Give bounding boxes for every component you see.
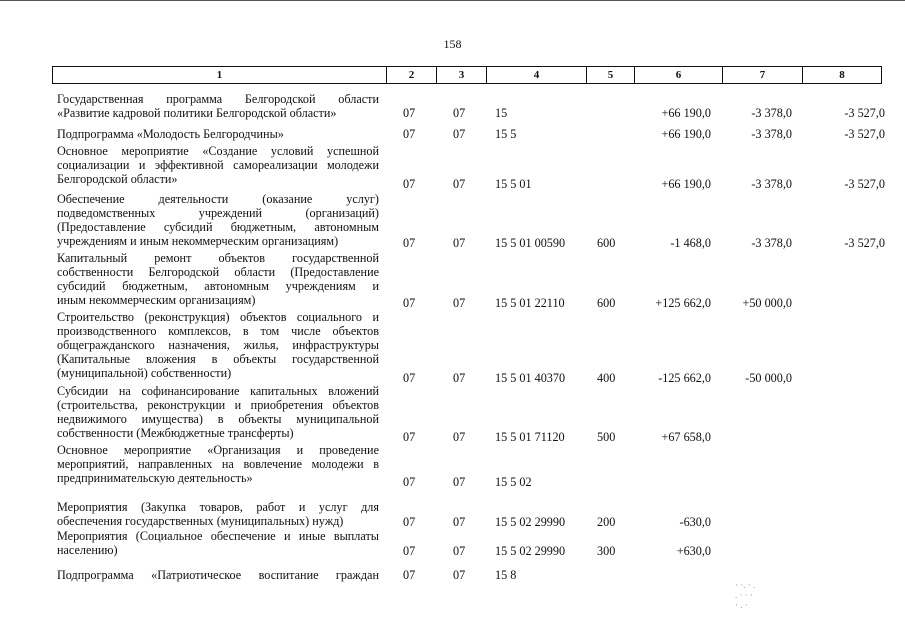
cell-section: 07 <box>403 177 416 191</box>
cell-subsection: 07 <box>453 177 466 191</box>
cell-subsection: 07 <box>453 106 466 120</box>
cell-target-article: 15 8 <box>495 568 517 582</box>
cell-expense-type: 500 <box>597 430 616 444</box>
cell-target-article: 15 5 01 40370 <box>495 371 566 385</box>
cell-target-article: 15 <box>495 106 508 120</box>
cell-target-article: 15 5 01 <box>495 177 532 191</box>
top-border-line <box>0 0 905 1</box>
row-description: Капитальный ремонт объектов государственной собственности Белгородской области (Предоставление субсидий бюджетным, автономным учреждениям и иным некоммерческим организациям) <box>57 251 379 307</box>
cell-expense-type: 400 <box>597 371 616 385</box>
cell-subsection: 07 <box>453 475 466 489</box>
cell-section: 07 <box>403 544 416 558</box>
cell-subsection: 07 <box>453 568 466 582</box>
cell-section: 07 <box>403 106 416 120</box>
cell-subsection: 07 <box>453 430 466 444</box>
cell-amount-2: -3 378,0 <box>751 127 792 141</box>
row-description: Основное мероприятие «Создание условий успешной социализации и эффективной самореализации молодежи Белгородской области» <box>57 144 379 186</box>
header-col-6: 6 <box>634 67 722 83</box>
cell-amount-1: +66 190,0 <box>661 106 711 120</box>
cell-subsection: 07 <box>453 127 466 141</box>
cell-section: 07 <box>403 127 416 141</box>
cell-amount-2: -50 000,0 <box>745 371 792 385</box>
cell-amount-2: -3 378,0 <box>751 236 792 250</box>
cell-subsection: 07 <box>453 236 466 250</box>
cell-amount-3: -3 527,0 <box>844 236 885 250</box>
header-col-5: 5 <box>586 67 634 83</box>
row-description: Подпрограмма «Патриотическое воспитание граждан <box>57 568 379 582</box>
cell-subsection: 07 <box>453 371 466 385</box>
cell-subsection: 07 <box>453 515 466 529</box>
cell-amount-1: -125 662,0 <box>658 371 711 385</box>
cell-amount-3: -3 527,0 <box>844 106 885 120</box>
cell-section: 07 <box>403 371 416 385</box>
cell-expense-type: 600 <box>597 236 616 250</box>
header-col-3: 3 <box>436 67 486 83</box>
cell-subsection: 07 <box>453 544 466 558</box>
cell-amount-1: +67 658,0 <box>661 430 711 444</box>
cell-expense-type: 600 <box>597 296 616 310</box>
cell-expense-type: 200 <box>597 515 616 529</box>
cell-section: 07 <box>403 236 416 250</box>
row-description: Подпрограмма «Молодость Белгородчины» <box>57 127 284 141</box>
cell-target-article: 15 5 02 29990 <box>495 515 566 529</box>
cell-target-article: 15 5 <box>495 127 517 141</box>
cell-amount-2: -3 378,0 <box>751 177 792 191</box>
cell-amount-1: +66 190,0 <box>661 127 711 141</box>
cell-target-article: 15 5 01 22110 <box>495 296 565 310</box>
cell-section: 07 <box>403 515 416 529</box>
row-description: Мероприятия (Закупка товаров, работ и услуг для обеспечения государственных (муниципальных) нужд) <box>57 500 379 528</box>
cell-amount-1: +125 662,0 <box>655 296 711 310</box>
cell-amount-1: -630,0 <box>679 515 711 529</box>
scan-noise-marks: · ·. · . . · · · · . · <box>735 580 756 610</box>
cell-amount-3: -3 527,0 <box>844 177 885 191</box>
header-col-2: 2 <box>386 67 436 83</box>
cell-target-article: 15 5 02 <box>495 475 532 489</box>
cell-expense-type: 300 <box>597 544 616 558</box>
row-description: Основное мероприятие «Организация и проведение мероприятий, направленных на вовлечение молодежи в предпринимательскую деятельность» <box>57 443 379 485</box>
cell-amount-2: +50 000,0 <box>742 296 792 310</box>
cell-target-article: 15 5 01 71120 <box>495 430 565 444</box>
cell-amount-1: +66 190,0 <box>661 177 711 191</box>
header-col-4: 4 <box>486 67 586 83</box>
cell-section: 07 <box>403 475 416 489</box>
cell-section: 07 <box>403 568 416 582</box>
cell-section: 07 <box>403 430 416 444</box>
row-description: Обеспечение деятельности (оказание услуг) подведомственных учреждений (организаций) (Предоставление субсидий бюджетным, автономным учреждениям и иным некоммерческим организациям) <box>57 192 379 248</box>
row-description: Государственная программа Белгородской области «Развитие кадровой политики Белгородской области» <box>57 92 379 120</box>
row-description: Мероприятия (Социальное обеспечение и иные выплаты населению) <box>57 529 379 557</box>
row-description: Строительство (реконструкция) объектов социального и производственного комплексов, в том числе объектов общегражданского назначения, жилья, инфраструктуры (Капитальные вложения в объекты государственной (муниципальной) собственности) <box>57 310 379 380</box>
cell-amount-3: -3 527,0 <box>844 127 885 141</box>
cell-subsection: 07 <box>453 296 466 310</box>
page-number: 158 <box>443 37 462 51</box>
header-col-8: 8 <box>802 67 881 83</box>
cell-section: 07 <box>403 296 416 310</box>
cell-target-article: 15 5 02 29990 <box>495 544 566 558</box>
cell-target-article: 15 5 01 00590 <box>495 236 566 250</box>
cell-amount-1: +630,0 <box>676 544 711 558</box>
cell-amount-2: -3 378,0 <box>751 106 792 120</box>
header-col-1: 1 <box>216 69 223 81</box>
row-description: Субсидии на софинансирование капитальных вложений (строительства, реконструкции и приобретения объектов недвижимого имущества) в объекты муниципальной собственности (Межбюджетные трансферты) <box>57 384 379 440</box>
cell-amount-1: -1 468,0 <box>670 236 711 250</box>
table-header <box>52 66 882 84</box>
header-col-7: 7 <box>722 67 802 83</box>
